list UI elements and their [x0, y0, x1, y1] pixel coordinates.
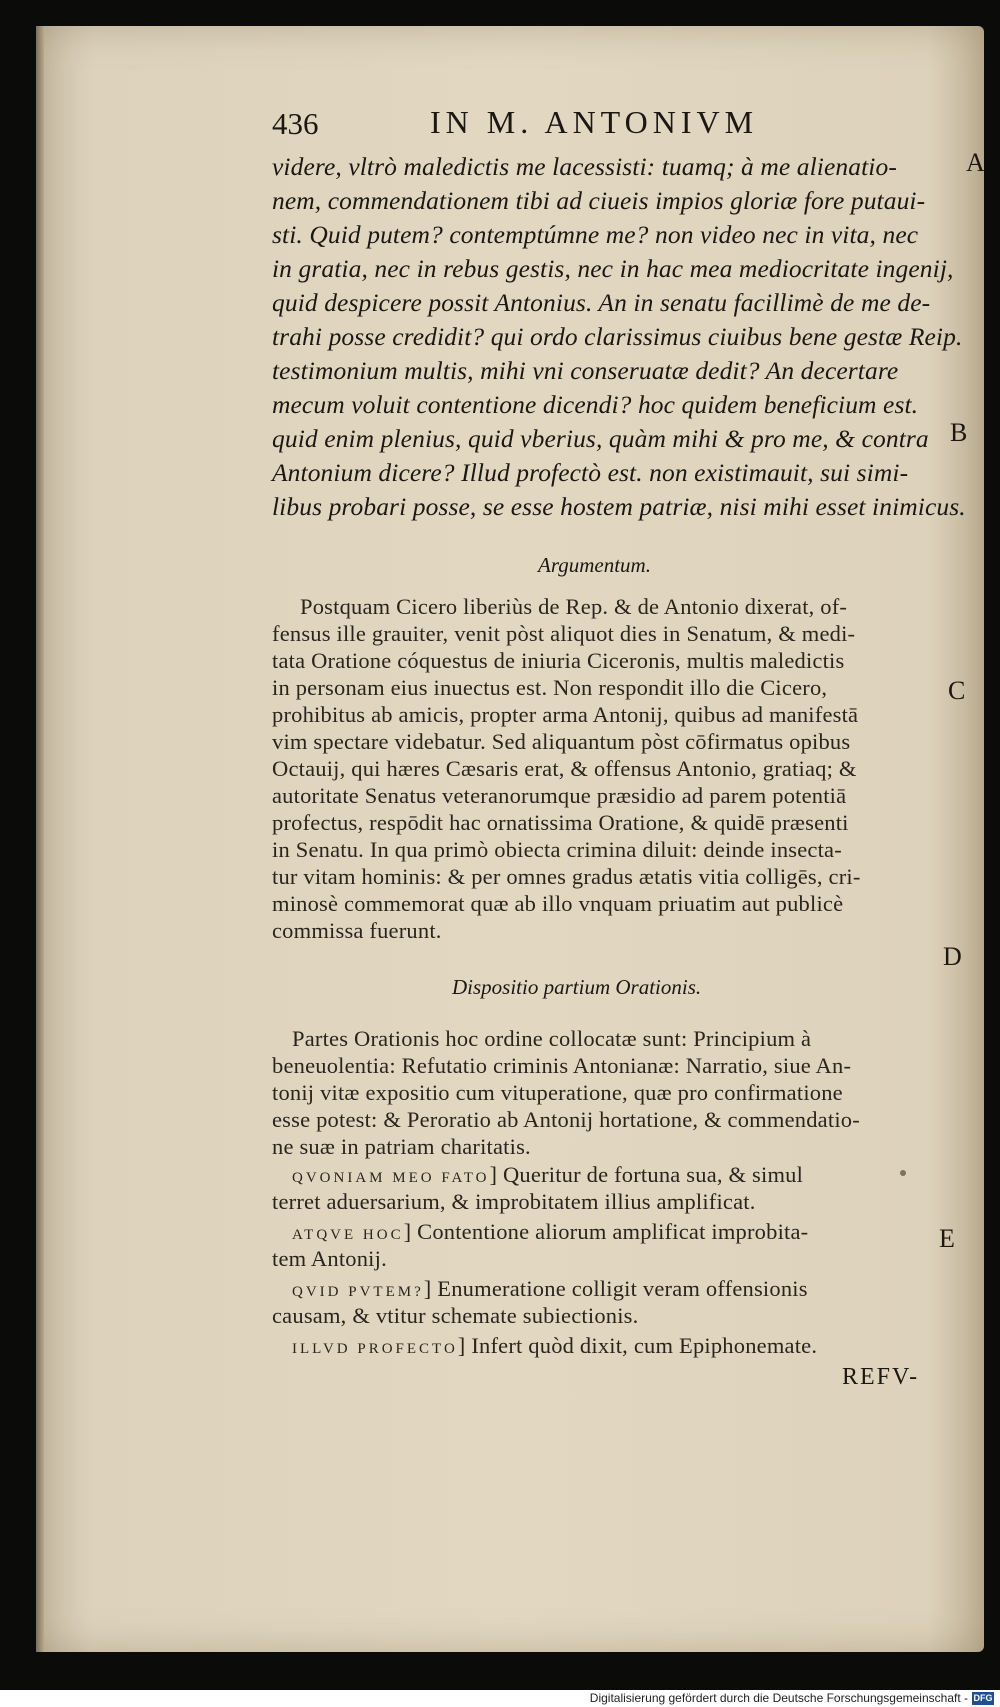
ink-smudge: [900, 1170, 906, 1176]
argumentum-line: tata Oratione cóquestus de iniuria Ciceronis, multis maledictis: [272, 648, 845, 673]
footer-credit: Digitalisierung gefördert durch die Deutsche Forschungsgemeinschaft -: [589, 1691, 968, 1705]
note-text: Infert quòd dixit, cum Epiphonemate.: [471, 1333, 818, 1358]
dfg-logo-icon: DFG: [973, 1693, 993, 1703]
dispositio-heading: Dispositio partium Orationis.: [452, 975, 702, 999]
oration-line: trahi posse credidit? qui ordo clarissimus ciuibus bene gestæ Reip.: [272, 322, 963, 351]
dispositio-line: beneuolentia: Refutatio criminis Antonianæ: Narratio, siue An-: [272, 1053, 852, 1078]
margin-letter-d: D: [943, 942, 962, 971]
argumentum-line: vim spectare videbatur. Sed aliquantum pòst cōfirmatus opibus: [272, 729, 851, 754]
note-text: Enumeratione colligit veram offensionis: [437, 1276, 808, 1301]
note-text: Contentione aliorum amplificat improbita-: [417, 1219, 809, 1244]
argumentum-line: prohibitus ab amicis, propter arma Antonij, quibus ad manifestā: [272, 702, 859, 727]
argumentum-line: autoritate Senatus veteranorumque præsidio ad parem potentiā: [272, 783, 847, 808]
dispositio-line: ne suæ in patriam charitatis.: [272, 1134, 531, 1159]
argumentum-heading: Argumentum.: [538, 553, 651, 577]
argumentum-line: commissa fuerunt.: [272, 918, 442, 943]
note-lemma: ATQVE HOC: [292, 1227, 404, 1243]
note-3-continuation: causam, & vtitur schemate subiectionis.: [272, 1303, 639, 1328]
oration-line: sti. Quid putem? contemptúmne me? non video nec in vita, nec: [272, 220, 919, 249]
note-bracket: ]: [403, 1219, 418, 1244]
note-text: Queritur de fortuna sua, & simul: [502, 1162, 804, 1187]
argumentum-line: Octauij, qui hæres Cæsaris erat, & offensus Antonio, gratiaq; &: [272, 756, 857, 781]
argumentum-line: minosè commemorat quæ ab illo vnquam priuatim aut publicè: [272, 891, 844, 916]
note-bracket: ]: [457, 1333, 472, 1358]
oration-line: quid enim plenius, quid vberius, quàm mihi & pro me, & contra: [272, 424, 929, 453]
page-number: 436: [272, 106, 319, 141]
dispositio-line: esse potest: & Peroratio ab Antonij hortatione, & commendatio-: [272, 1107, 860, 1132]
oration-line: testimonium multis, mihi vni conseruatæ dedit? An decertare: [272, 356, 899, 385]
oration-line: nem, commendationem tibi ad ciueis impios gloriæ fore putaui-: [272, 186, 926, 215]
oration-line: videre, vltrò maledictis me lacessisti: tuamq; à me alienatio-: [272, 152, 897, 181]
margin-letter-a: A: [966, 148, 985, 177]
argumentum-line: Postquam Cicero liberiùs de Rep. & de Antonio dixerat, of-: [300, 594, 848, 619]
page-binding-edge: [36, 26, 44, 1652]
oration-line: mecum voluit contentione dicendi? hoc quidem beneficium est.: [272, 390, 919, 419]
note-1: [292, 1162, 803, 1188]
dispositio-line: Partes Orationis hoc ordine collocatæ sunt: Principium à: [292, 1026, 812, 1051]
argumentum-line: in personam eius inuectus est. Non respondit illo die Cicero,: [272, 675, 828, 700]
note-2: [292, 1219, 808, 1245]
note-4: [292, 1333, 817, 1359]
argumentum-line: tur vitam hominis: & per omnes gradus ætatis vitia colligēs, cri-: [272, 864, 861, 889]
note-lemma: QVID PVTEM?: [292, 1284, 424, 1300]
oration-line: Antonium dicere? Illud profectò est. non existimauit, sui simi-: [272, 458, 909, 487]
oration-line: libus probari posse, se esse hostem patriæ, nisi mihi esset inimicus.: [272, 492, 966, 521]
note-2-continuation: tem Antonij.: [272, 1246, 387, 1271]
note-lemma: QVONIAM MEO FATO: [292, 1170, 490, 1186]
argumentum-line: fensus ille grauiter, venit pòst aliquot dies in Senatum, & medi-: [272, 621, 856, 646]
dispositio-line: tonij vitæ expositio cum vituperatione, quæ pro confirmatione: [272, 1080, 843, 1105]
margin-letter-e: E: [939, 1224, 955, 1253]
oration-line: in gratia, nec in rebus gestis, nec in hac mea mediocritate ingenij,: [272, 254, 954, 283]
note-bracket: ]: [489, 1162, 503, 1187]
oration-line: quid despicere possit Antonius. An in senatu facillimè de me de-: [272, 288, 931, 317]
margin-letter-b: B: [950, 418, 968, 447]
catchword: REFV-: [842, 1364, 920, 1390]
argumentum-line: profectus, respōdit hac ornatissima Oratione, & quidē præsenti: [272, 810, 849, 835]
running-title: IN M. ANTONIVM: [430, 104, 759, 140]
note-3: [292, 1276, 808, 1302]
margin-letter-c: C: [948, 676, 966, 705]
note-lemma: ILLVD PROFECTO: [292, 1341, 458, 1357]
note-1-continuation: terret aduersarium, & improbitatem illius amplificat.: [272, 1189, 756, 1214]
argumentum-line: in Senatu. In qua primò obiecta crimina diluit: deinde insecta-: [272, 837, 842, 862]
note-bracket: ]: [423, 1276, 438, 1301]
